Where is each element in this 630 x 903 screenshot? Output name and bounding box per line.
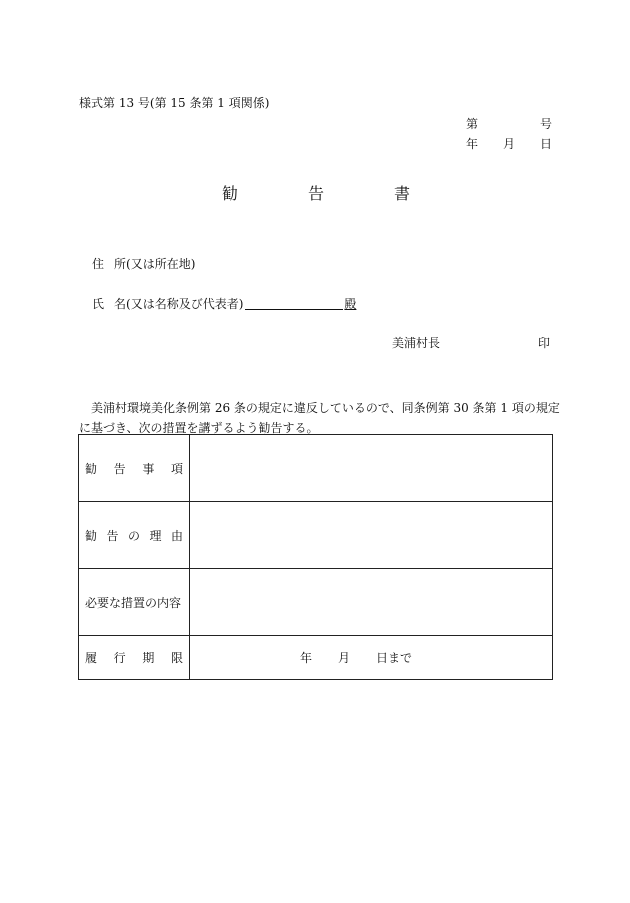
label-char: 勧 xyxy=(85,461,98,476)
label-char: 履 xyxy=(85,651,98,665)
deadline-day: 日まで xyxy=(375,651,412,665)
label-char: 行 xyxy=(113,651,126,665)
title-char: 勧 xyxy=(222,184,239,203)
recommendation-reason-field[interactable] xyxy=(190,502,553,569)
name-label-char: 氏 xyxy=(92,297,105,311)
deadline-year: 年 xyxy=(300,651,313,665)
label-text: 必要な措置の内容 xyxy=(85,595,182,610)
table-row xyxy=(79,435,553,502)
table-row xyxy=(79,502,553,569)
body-line: に基づき、次の措置を講ずるよう勧告する。 xyxy=(79,421,319,435)
label-char: 理 xyxy=(149,528,162,543)
page-title xyxy=(222,186,410,202)
row-label xyxy=(79,636,190,680)
form-number: 様式第 13 号(第 15 条第 1 項関係) xyxy=(79,96,270,110)
date-day: 日 xyxy=(539,137,552,151)
deadline-month: 月 xyxy=(337,651,350,665)
honorific: 殿 xyxy=(344,297,357,311)
name-field xyxy=(92,298,356,310)
seal-mark: 印 xyxy=(538,336,551,350)
body-text xyxy=(79,398,560,438)
recommendation-matter-field[interactable] xyxy=(190,435,553,502)
label-char: 勧 xyxy=(85,528,98,543)
document-number xyxy=(466,118,552,130)
deadline-field[interactable] xyxy=(190,636,553,680)
label-char: 告 xyxy=(106,528,119,543)
title-char: 書 xyxy=(393,184,410,203)
label-char: の xyxy=(127,528,140,543)
name-label-char: 名 xyxy=(114,297,127,311)
issuer-title: 美浦村長 xyxy=(392,336,441,350)
table-row xyxy=(79,569,553,636)
label-char: 項 xyxy=(170,461,183,476)
date-year: 年 xyxy=(466,137,479,151)
name-blank-line xyxy=(245,298,343,310)
name-note: (又は名称及び代表者) xyxy=(126,297,244,311)
label-char: 告 xyxy=(113,461,126,476)
body-line: 美浦村環境美化条例第 26 条の規定に違反しているので、同条例第 30 条第 1 項の規定 xyxy=(91,401,560,415)
address-field xyxy=(92,258,195,270)
date-month: 月 xyxy=(502,137,515,151)
table-row xyxy=(79,636,553,680)
address-label-char: 住 xyxy=(92,257,105,271)
label-char: 期 xyxy=(142,651,155,665)
label-char: 由 xyxy=(170,528,183,543)
title-char: 告 xyxy=(307,184,324,203)
row-label xyxy=(79,502,190,569)
doc-number-prefix: 第 xyxy=(466,117,479,131)
required-measures-field[interactable] xyxy=(190,569,553,636)
row-label xyxy=(79,569,190,636)
label-char: 限 xyxy=(170,651,183,665)
row-label xyxy=(79,435,190,502)
address-label-char: 所 xyxy=(114,257,127,271)
address-note: (又は所在地) xyxy=(126,257,196,271)
label-char: 事 xyxy=(142,461,155,476)
doc-number-suffix: 号 xyxy=(539,117,552,131)
order-table xyxy=(78,434,553,680)
issue-date xyxy=(466,138,552,150)
